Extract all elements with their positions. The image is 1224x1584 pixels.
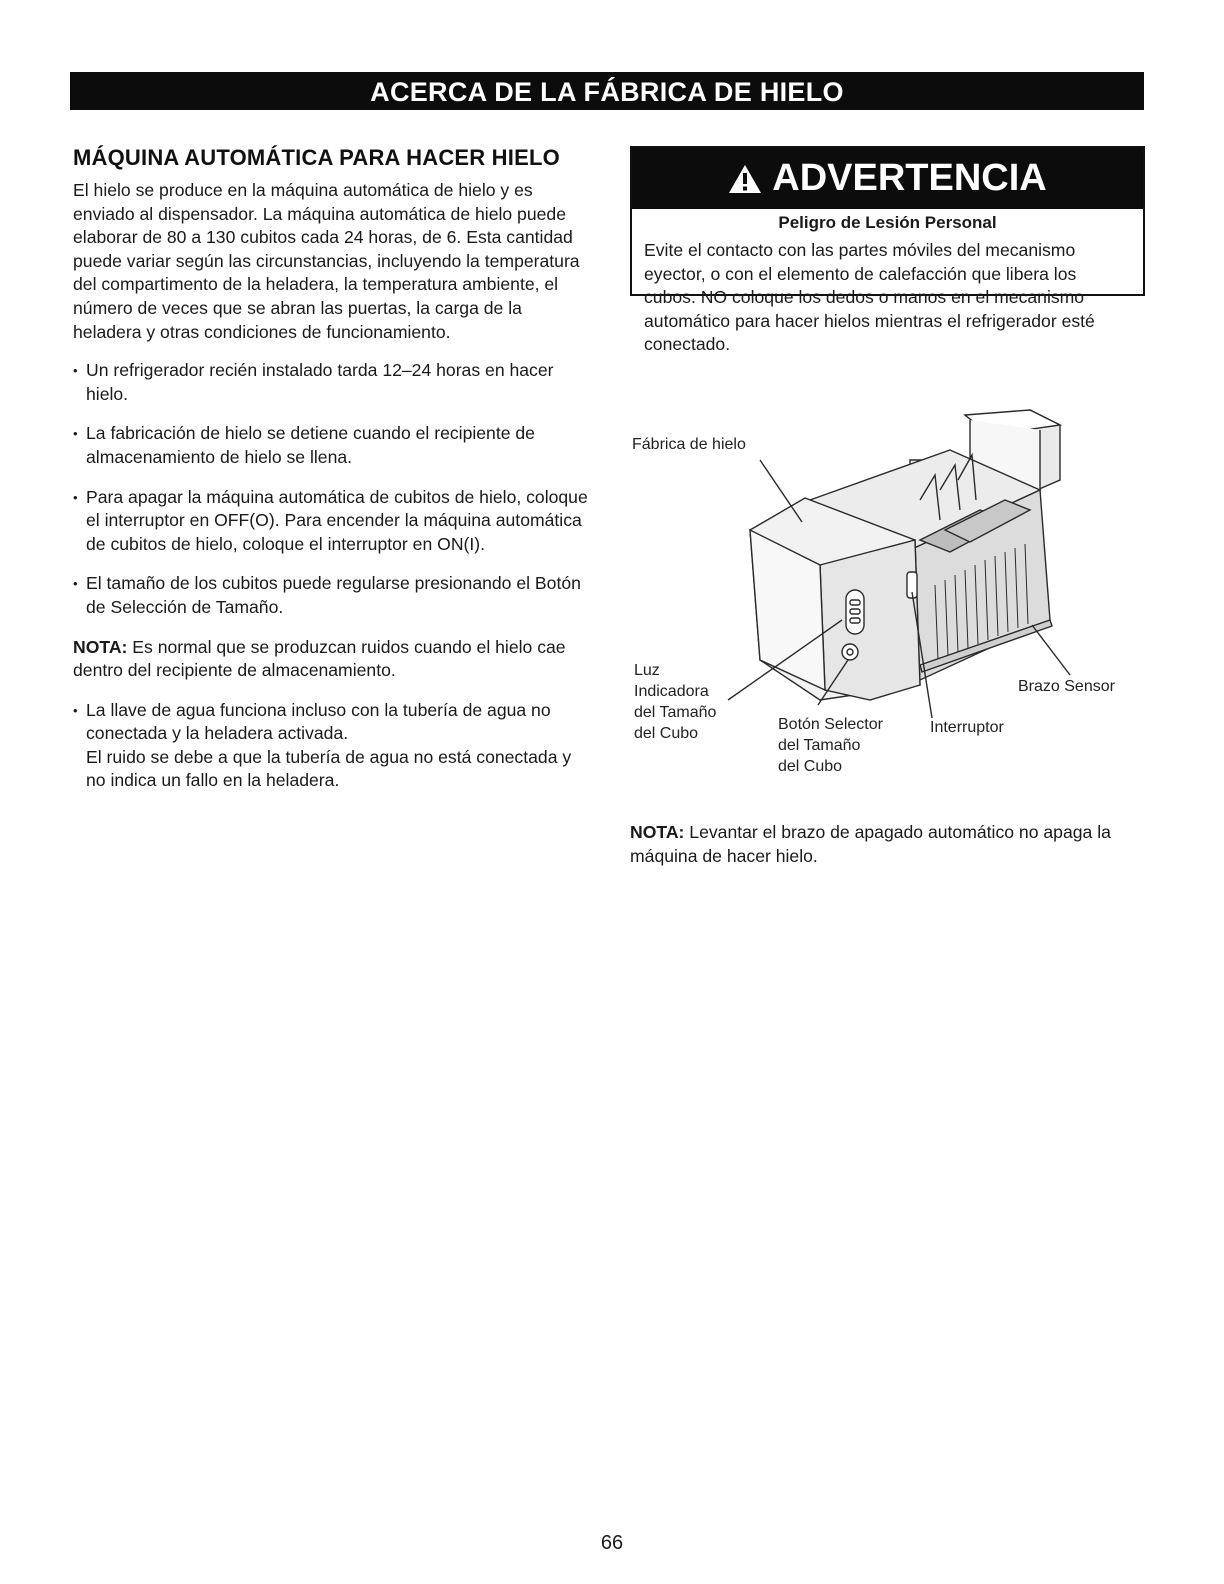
nota-right-text: Levantar el brazo de apagado automático no apaga la máquina de hacer hielo. (630, 822, 1111, 866)
warning-subtitle: Peligro de Lesión Personal (778, 213, 997, 232)
warning-title: ADVERTENCIA (772, 157, 1047, 199)
ice-maker-figure (620, 380, 1160, 780)
nota-label: NOTA: (73, 636, 128, 657)
section-title: MÁQUINA AUTOMÁTICA PARA HACER HIELO (73, 145, 560, 170)
label-luz-indicadora: Luz Indicadora del Tamaño del Cubo (634, 662, 717, 742)
page-number: 66 (600, 1532, 624, 1554)
bullet-item: • Un refrigerador recién instalado tarda 12–24 horas en hacer hielo. (73, 359, 593, 406)
left-column (73, 144, 593, 793)
nota-text: Es normal que se produzcan ruidos cuando el hielo cae dentro del recipiente de almacenamiento. (73, 636, 566, 681)
warning-text: Evite el contacto con las partes móviles del mecanismo eyector, o con el elemento de calefacción que libera los cubos. NO coloque los dedos o manos en el mecanismo automático para hacer hielos mientras el refrigerador esté conectado. (644, 240, 1095, 355)
label-brazo-sensor: Brazo Sensor (1018, 678, 1115, 695)
warning-header (632, 148, 1143, 209)
nota-right-paragraph (630, 820, 1130, 868)
bullet-item: • La fabricación de hielo se detiene cuando el recipiente de almacenamiento de hielo se llena. (73, 422, 593, 469)
warning-triangle-icon (728, 164, 762, 194)
bullet-item: • El tamaño de los cubitos puede regularse presionando el Botón de Selección de Tamaño. (73, 572, 593, 619)
nota-right-label: NOTA: (630, 822, 685, 842)
page-header-banner: ACERCA DE LA FÁBRICA DE HIELO (70, 72, 1144, 110)
bullet-item: • Para apagar la máquina automática de cubitos de hielo, coloque el interruptor en OFF(O). Para encender la máquina automática de cubitos de hielo, coloque el interruptor en ON(I). (73, 486, 593, 557)
bullet-item (73, 699, 593, 793)
label-interruptor: Interruptor (930, 719, 1004, 736)
bullet-line: El ruido se debe a que la tubería de agua no está conectada y no indica un fallo en la heladera. (86, 746, 572, 791)
warning-box (630, 146, 1145, 355)
intro-paragraph: El hielo se produce en la máquina automática de hielo y es enviado al dispensador. La máquina automática de hielo puede elaborar de 80 a 130 cubitos cada 24 horas, de 6. Esta cantidad puede variar según las circunstancias, incluyendo la temperatura del compartimento de la heladera, la temperatura ambiente, el número de veces que se abran las puertas, la carga de la heladera y otras condiciones de funcionamiento. (73, 180, 580, 342)
nota-paragraph (73, 636, 593, 683)
label-boton-selector: Botón Selector del Tamaño del Cubo (778, 716, 883, 775)
bullet-line: • La llave de agua funciona incluso con la tubería de agua no conectada y la heladera activada. (86, 699, 551, 744)
label-fabrica-de-hielo: Fábrica de hielo (632, 436, 746, 453)
